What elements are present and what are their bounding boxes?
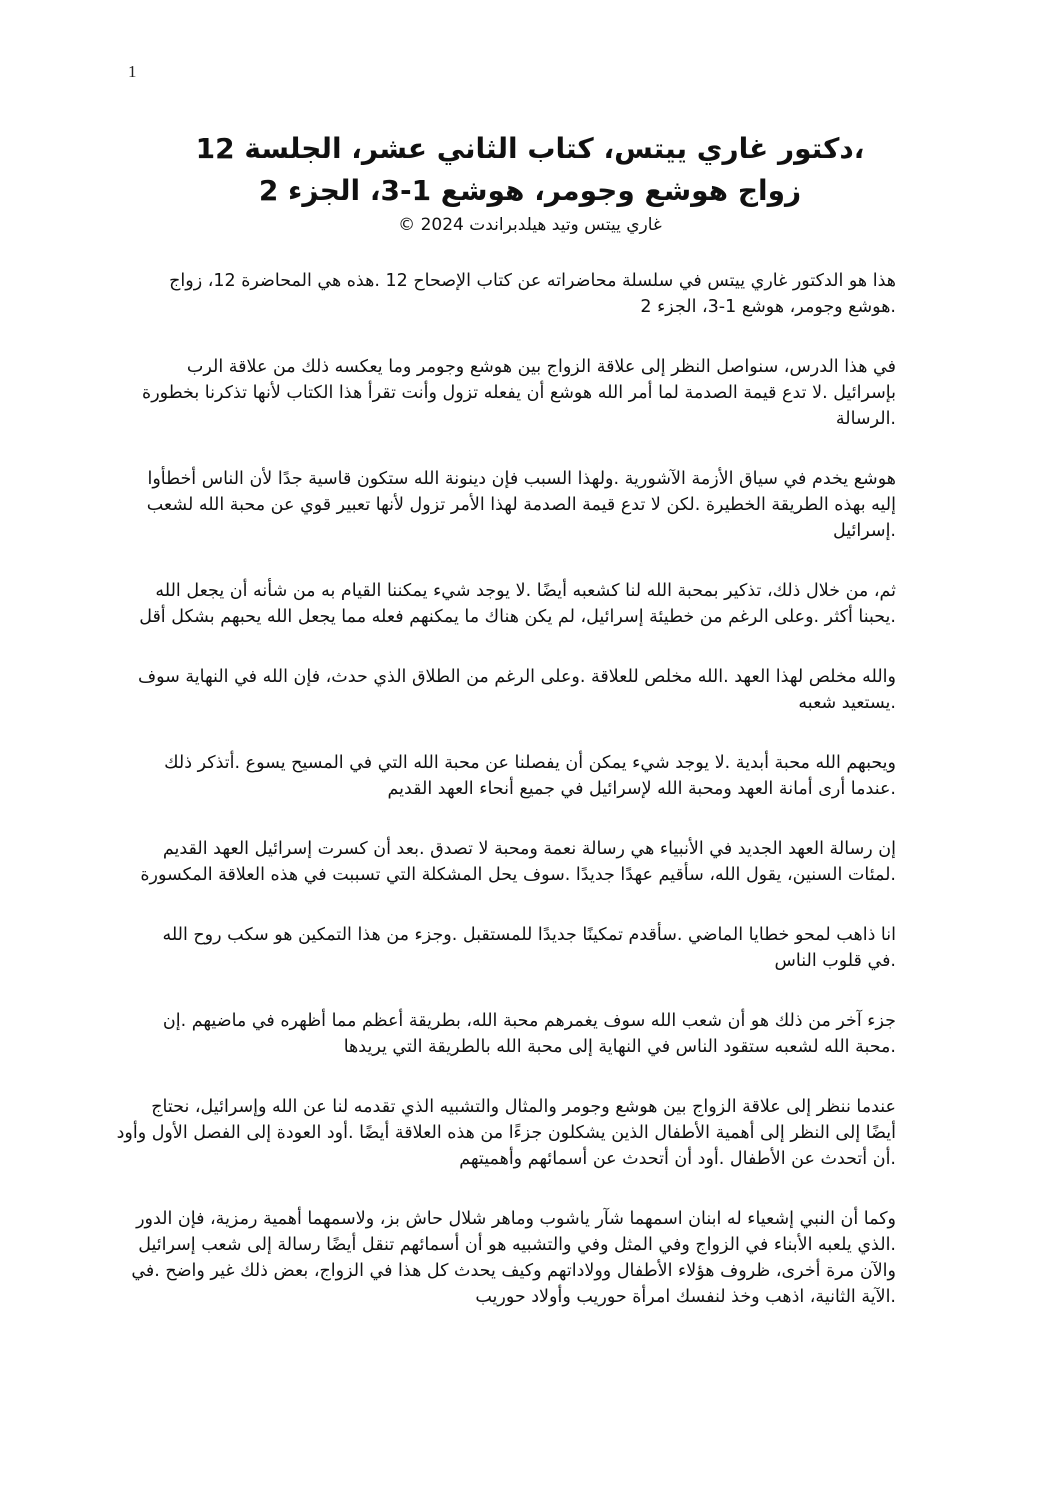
title-line-1: ،دكتور غاري ييتس، كتاب الثاني عشر، الجلسة 12 (195, 132, 865, 165)
paragraph-2 (136, 354, 896, 432)
paragraph-11 (131, 1206, 896, 1310)
paragraph-line: بإسرائيل .لا تدع قيمة الصدمة لما أمر الله هوشع أن يفعله تزول وأنت تقرأ هذا الكتاب لأنها تذكرنا بخطورة (142, 383, 896, 403)
paragraph-9 (136, 1008, 896, 1060)
paragraph-line: هوشع يخدم في سياق الأزمة الآشورية .ولهذا السبب فإن دينونة الله ستكون قاسية جدًا لأن الناس أخطأوا (147, 469, 896, 489)
paragraph-5 (136, 664, 896, 716)
paragraph-line: .يحبنا أكثر .وعلى الرغم من خطيئة إسرائيل، لم يكن هناك ما يمكنهم فعله مما يجعل الله يحبهم بشكل أقل (139, 607, 896, 627)
paragraph-line: والله مخلص لهذا العهد .الله مخلص للعلاقة .وعلى الرغم من الطلاق الذي حدث، فإن الله في النهاية سوف (137, 667, 896, 687)
document-body (116, 268, 896, 1344)
paragraph-7 (136, 836, 896, 888)
paragraph-line: .لمئات السنين، يقول الله، سأقيم عهدًا جديدًا .سوف يحل المشكلة التي تسببت في هذه العلاقة المكسورة (140, 865, 896, 885)
paragraph-8 (136, 922, 896, 974)
paragraph-1 (136, 268, 896, 320)
paragraph-line: .الذي يلعبه الأبناء في الزواج وفي المثل وفي والتشبيه هو أن أسمائهم تنقل أيضًا رسالة إلى شعب إسرائيل (138, 1235, 896, 1255)
paragraph-line: .الرسالة (835, 409, 896, 429)
paragraph-line: .أن أتحدث عن الأطفال .أود أن أتحدث عن أسمائهم وأهميتهم (459, 1149, 896, 1169)
paragraph-line: عندما ننظر إلى علاقة الزواج بين هوشع وجومر والمثال والتشبيه الذي تقدمه لنا عن الله وإسرائيل، نحتاج (151, 1097, 896, 1117)
paragraph-line: .محبة الله لشعبه ستقود الناس في النهاية إلى محبة الله بالطريقة التي يريدها (343, 1037, 896, 1057)
paragraph-line: .عندما أرى أمانة العهد ومحبة الله لإسرائيل في جميع أنحاء العهد القديم (387, 779, 896, 799)
copyright-line: غاري ييتس وتيد هيلدبراندت 2024 © (398, 215, 662, 235)
paragraph-line: .في قلوب الناس (774, 951, 896, 971)
paragraph-line: وكما أن النبي إشعياء له ابنان اسمهما شآر ياشوب وماهر شلال حاش بز، ولاسمهما أهمية رمزية، فإن الدور (136, 1209, 896, 1229)
page-number: 1 (128, 62, 137, 81)
paragraph-3 (136, 466, 896, 544)
paragraph-line: هذا هو الدكتور غاري ييتس في سلسلة محاضراته عن كتاب الإصحاح 12 .هذه هي المحاضرة 12، زواج (169, 271, 896, 291)
paragraph-4 (136, 578, 896, 630)
title-line-2: زواج هوشع وجومر، هوشع 1-3، الجزء 2 (258, 174, 802, 207)
paragraph-line: أيضًا إلى النظر إلى أهمية الأطفال الذين يشكلون جزءًا من هذه العلاقة أيضًا .أود العودة إلى الفصل الأول وأود (116, 1123, 896, 1143)
paragraph-line: .يستعيد شعبه (798, 693, 896, 713)
paragraph-line: في هذا الدرس، سنواصل النظر إلى علاقة الزواج بين هوشع وجومر وما يعكسه ذلك من علاقة الرب (186, 357, 896, 377)
title-block (150, 128, 910, 238)
paragraph-line: جزء آخر من ذلك هو أن شعب الله سوف يغمرهم محبة الله، بطريقة أعظم مما أظهره في ماضيهم .إن (162, 1011, 896, 1031)
paragraph-10 (116, 1094, 896, 1172)
paragraph-line: .هوشع وجومر، هوشع 1-3، الجزء 2 (640, 297, 896, 317)
paragraph-6 (136, 750, 896, 802)
paragraph-line: ثم، من خلال ذلك، تذكير بمحبة الله لنا كشعبه أيضًا .لا يوجد شيء يمكننا القيام به من شأنه أن يجعل الله (155, 581, 896, 601)
paragraph-line: إليه بهذه الطريقة الخطيرة .لكن لا تدع قيمة الصدمة لهذا الأمر تزول لأنها تعبير قوي عن محبة الله لشعب (146, 495, 896, 515)
paragraph-line: .الآية الثانية، اذهب وخذ لنفسك امرأة حوريب وأولاد حوريب (475, 1287, 896, 1307)
paragraph-line: انا ذاهب لمحو خطايا الماضي .سأقدم تمكينًا جديدًا للمستقبل .وجزء من هذا التمكين هو سكب روح الله (162, 925, 896, 945)
paragraph-line: ويحبهم الله محبة أبدية .لا يوجد شيء يمكن أن يفصلنا عن محبة الله التي في المسيح يسوع .أتذكر ذلك (164, 753, 896, 773)
paragraph-line: والآن مرة أخرى، ظروف هؤلاء الأطفال وولاداتهم وكيف يحدث كل هذا في الزواج، بعض ذلك غير واضح .في (131, 1261, 896, 1281)
paragraph-line: إن رسالة العهد الجديد في الأنبياء هي رسالة نعمة ومحبة لا تصدق .بعد أن كسرت إسرائيل العهد القديم (162, 839, 896, 859)
paragraph-line: .إسرائيل (832, 521, 896, 541)
